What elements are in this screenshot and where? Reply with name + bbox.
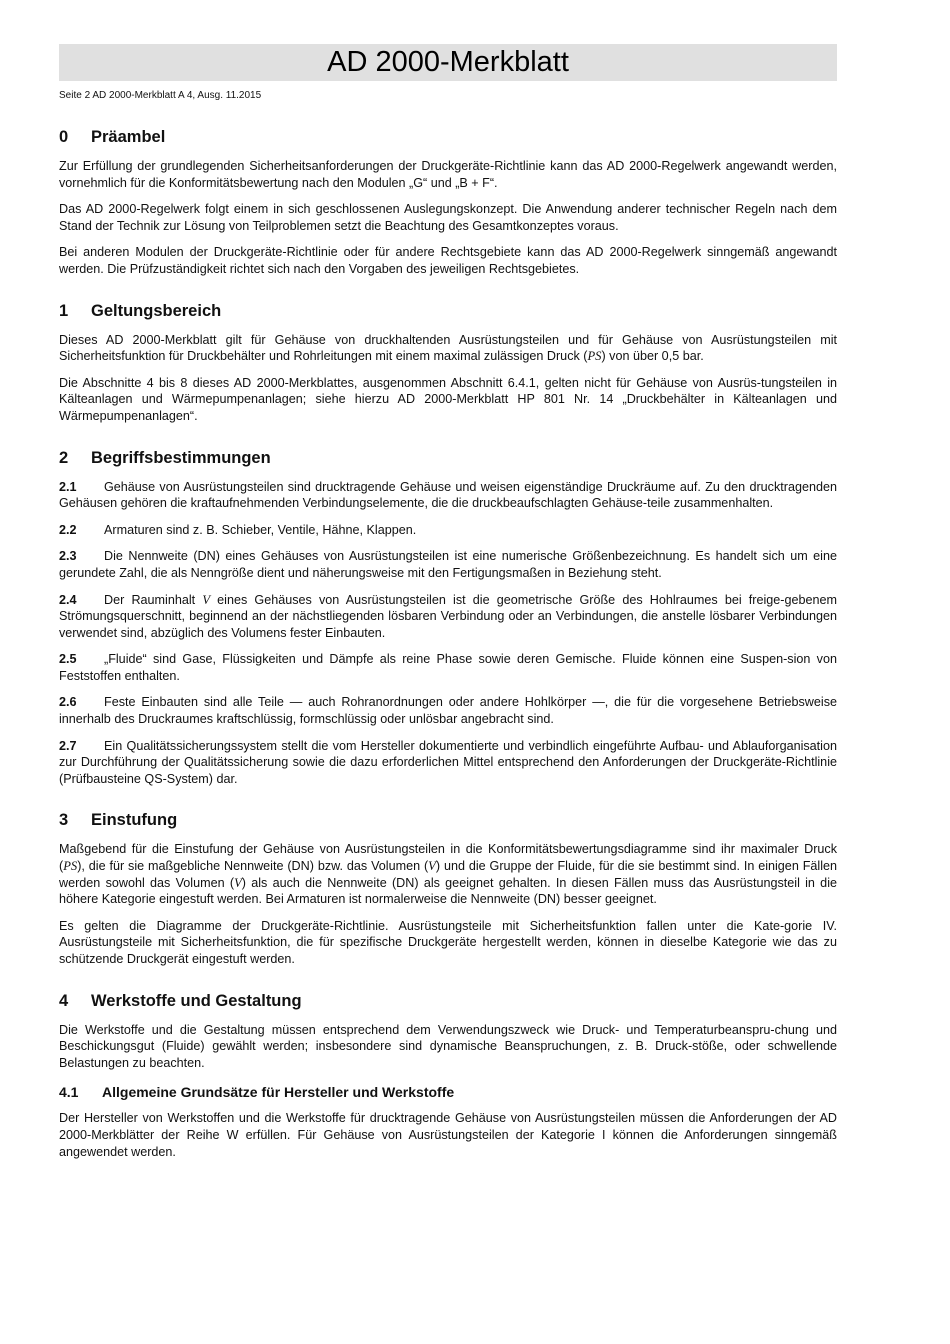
symbol-ps: PS [587, 349, 602, 364]
section-heading [59, 449, 837, 468]
text-run: Dieses AD 2000-Merkblatt gilt für Gehäuse von druckhaltenden Ausrüstungsteilen und für Gehäuse von Ausrüstungsteilen mit Sicherheitsfunktion für Druckbehälter und Rohrleitungen mit einem maximal zulässigen Druck ( [59, 332, 837, 364]
text-run: ) als auch die Nennweite (DN) als geeignet gehalten. In diesen Fällen muss das Ausrüstungsteil in die höhere Kategorie eingestuft werden. Bei Armaturen ist normalerweise die Nennweite (DN) besser geeignet. [59, 875, 837, 907]
item-text: Ein Qualitätssicherungssystem stellt die vom Hersteller dokumentierte und verbindlich eingeführte Aufbau- und Ablauforganisation zur Durchführung der Qualitätssicherung sowie die dazu erforderlichen Mittel entsprechend den Anforderungen der Druckgeräte-Richtlinie (Prüfbausteine QS-System) dar. [59, 738, 837, 786]
definition-item [59, 651, 837, 684]
section-heading [59, 811, 837, 830]
section-heading [59, 992, 837, 1011]
section-heading [59, 128, 837, 147]
symbol-v: V [428, 859, 436, 874]
section-title: Präambel [91, 128, 166, 146]
definition-item [59, 592, 837, 642]
document-page [59, 44, 837, 1170]
subsection-number: 4.1 [59, 1084, 79, 1101]
paragraph: Zur Erfüllung der grundlegenden Sicherheitsanforderungen der Druckgeräte-Richtlinie kann das AD 2000-Regelwerk angewandt werden, vornehmlich für die Konformitätsbewertung nach den Modulen „G“ und „B + F“. [59, 159, 837, 190]
page-subheading: Seite 2 AD 2000-Merkblatt A 4, Ausg. 11.2015 [59, 90, 262, 101]
section-1 [59, 302, 837, 425]
paragraph: Das AD 2000-Regelwerk folgt einem in sich geschlossenen Auslegungskonzept. Die Anwendung anderer technischer Regeln nach dem Stand der Technik zur Lösung von Teilproblemen setzt die Beachtung des Gesamtkonzeptes voraus. [59, 202, 837, 233]
paragraph: Der Hersteller von Werkstoffen und die Werkstoffe für drucktragende Gehäuse von Ausrüstungsteilen müssen die Anforderungen der AD 2000-Merkblätter der Reihe W erfüllen. Für Gehäuse von Ausrüstungsteilen der Kategorie I können die Anforderungen sinngemäß angewendet werden. [59, 1111, 837, 1159]
section-title: Einstufung [91, 811, 178, 830]
item-number: 2.3 [59, 549, 77, 564]
section-number: 4 [59, 991, 69, 1010]
item-number: 2.2 [59, 522, 77, 537]
section-number: 2 [59, 448, 69, 467]
definition-item [59, 522, 837, 539]
section-heading [59, 302, 837, 321]
section-title: Begriffsbestimmungen [91, 448, 271, 467]
text-run: ) und die Gruppe der Fluide, für die sie bestimmt sind. In einigen Fällen werden sowohl das Volumen ( [59, 859, 837, 890]
section-2 [59, 449, 837, 788]
paragraph: Die Werkstoffe und die Gestaltung müssen entsprechend dem Verwendungszweck wie Druck- und Temperaturbeanspru-chung und Beschickungsgut (Fluide) gewählt werden; insbesondere sind dynamische Beanspruchungen, z. B. Druck-stöße, oder schwellende Belastungen zu beachten. [59, 1022, 837, 1070]
text-run: ) von über 0,5 bar. [601, 349, 704, 364]
item-number: 2.4 [59, 592, 77, 607]
paragraph: Bei anderen Modulen der Druckgeräte-Richtlinie oder für andere Rechtsgebiete kann das AD 2000-Regelwerk sinngemäß angewandt werden. Die Prüfzuständigkeit richtet sich nach den Vorgaben des jeweiligen Rechtsgebietes. [59, 245, 837, 276]
section-0 [59, 128, 837, 278]
definition-item [59, 479, 837, 512]
section-number: 1 [59, 301, 69, 320]
text-run: Maßgebend für die Einstufung der Gehäuse von Ausrüstungsteilen in die Konformitätsbewertungsdiagramme sind ihr maximaler Druck ( [59, 842, 837, 874]
definition-item [59, 694, 837, 727]
item-text: Der Rauminhalt [104, 592, 203, 607]
symbol-v: V [202, 592, 211, 607]
item-text: Die Nennweite (DN) eines Gehäuses von Ausrüstungsteilen ist eine numerische Größenbezeichnung. Es handelt sich um eine gerundete Zahl, die als Nenngröße dient und näherungsweise mit den Fertigungsmaßen in Beziehung steht. [59, 549, 837, 580]
paragraph [59, 841, 837, 907]
symbol-v: V [234, 875, 242, 890]
item-text: Armaturen sind z. B. Schieber, Ventile, Hähne, Klappen. [104, 522, 417, 537]
item-number: 2.1 [59, 479, 77, 494]
section-title: Werkstoffe und Gestaltung [91, 991, 302, 1010]
banner-title: AD 2000-Merkblatt [59, 44, 837, 81]
text-run: ), die für sie maßgebliche Nennweite (DN) bzw. das Volumen ( [77, 859, 429, 874]
item-number: 2.5 [59, 652, 77, 667]
section-4 [59, 992, 837, 1161]
definition-item [59, 738, 837, 788]
subsection-heading [59, 1084, 837, 1101]
subsection-title: Allgemeine Grundsätze für Hersteller und Werkstoffe [102, 1084, 455, 1101]
paragraph: Die Abschnitte 4 bis 8 dieses AD 2000-Merkblattes, ausgenommen Abschnitt 6.4.1, gelten nicht für Gehäuse von Ausrüs-tungsteilen in Kälteanlagen und Wärmepumpenanlagen; siehe hierzu AD 2000-Merkblatt HP 801 Nr. 14 „Druckbehälter in Kälteanlagen und Wärmepumpenanlagen“. [59, 375, 837, 423]
symbol-ps: PS [63, 859, 78, 874]
section-number: 3 [59, 811, 69, 830]
item-number: 2.6 [59, 695, 77, 710]
item-text: eines Gehäuses von Ausrüstungsteilen ist die geometrische Größe des Hohlraumes bei freige-gebenem Strömungsquerschnitt, beginnend an der nächstliegenden lösbaren Verbindung oder an Verbindungen, die anstelle lösbarer Verbindungen verwendet sind, abzüglich des Volumens fester Einbauten. [59, 592, 837, 640]
item-number: 2.7 [59, 738, 77, 753]
paragraph [59, 332, 837, 365]
item-text: Gehäuse von Ausrüstungsteilen sind drucktragende Gehäuse und weisen eigenständige Druckräume auf. Zu den drucktragenden Gehäusen gehören die kraftaufnehmenden Verbindungselemente, die die druckbeaufschlagten Gehäuse-teile zusammenhalten. [59, 479, 837, 511]
item-text: „Fluide“ sind Gase, Flüssigkeiten und Dämpfe als reine Phase sowie deren Gemische. Fluide können eine Suspen-sion von Feststoffen enthalten. [59, 652, 837, 683]
section-3 [59, 811, 837, 967]
item-text: Feste Einbauten sind alle Teile — auch Rohranordnungen oder andere Hohlkörper —, die für die vorgesehene Betriebsweise innerhalb des Druckraumes kraftschlüssig, formschlüssig oder unlösbar angebracht sind. [59, 695, 837, 727]
section-number: 0 [59, 128, 69, 146]
paragraph: Es gelten die Diagramme der Druckgeräte-Richtlinie. Ausrüstungsteile mit Sicherheitsfunktion fallen unter die Kate-gorie IV. Ausrüstungsteile mit Sicherheitsfunktion, die für spezifische Druckgeräte hergestellt werden, können in dieselbe Kategorie wie das zu schützende Druckgerät eingestuft werden. [59, 918, 837, 966]
definition-item [59, 548, 837, 581]
section-title: Geltungsbereich [91, 301, 222, 320]
